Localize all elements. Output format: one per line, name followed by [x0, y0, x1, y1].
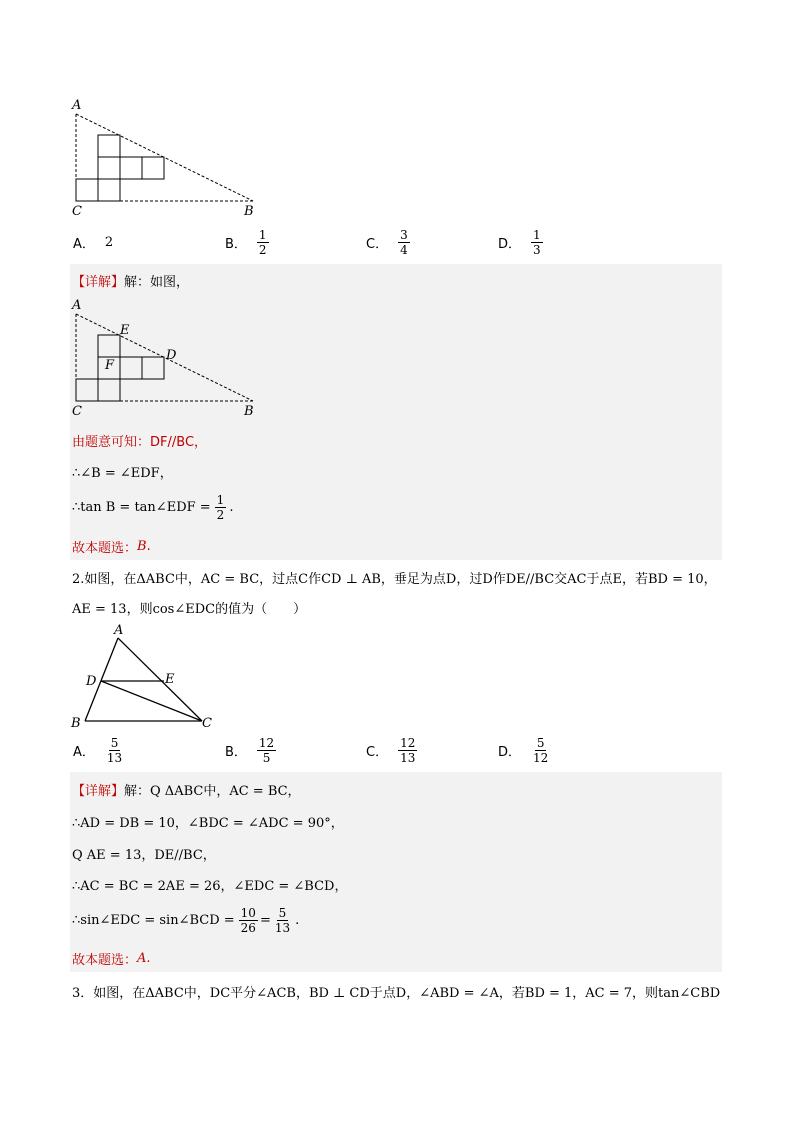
option-fraction: $\frac{5}{13}$: [106, 735, 123, 765]
option-fraction: $\frac{12}{5}$: [258, 735, 275, 765]
option-fraction: $\frac{1}{2}$: [258, 227, 267, 257]
solution-intro: 解：如图，: [124, 274, 190, 290]
fig1s-label-c: C: [72, 404, 82, 419]
solution-1-line-2: ∴∠B = ∠EDF，: [72, 465, 173, 481]
solution-1-line-1: 由题意可知：DF//BC，: [72, 434, 208, 450]
fraction: $\frac{10}{26}$: [240, 905, 256, 935]
fraction: $\frac{1}{2}$: [216, 492, 225, 522]
option-letter: D．: [498, 236, 522, 252]
solution-2-answer: 故本题选： A .: [72, 950, 151, 968]
fraction: $\frac{5}{13}$: [274, 905, 291, 935]
q2-option-d[interactable]: [498, 733, 550, 767]
q2-option-b[interactable]: [225, 733, 276, 767]
solution-2-line-2: ∴AD = DB = 10，∠BDC = ∠ADC = 90°，: [72, 815, 344, 831]
fig1-label-b: B: [244, 204, 254, 219]
option-fraction: $\frac{12}{13}$: [400, 735, 416, 765]
q1-option-a[interactable]: [73, 225, 113, 259]
q2-option-c[interactable]: [366, 733, 417, 767]
solution-2-line-1: 【详解】 解：Q ΔABC中，AC = BC，: [72, 779, 301, 799]
fig1-label-a: A: [72, 98, 82, 113]
option-letter: A．: [73, 744, 95, 760]
q1-option-b[interactable]: [225, 225, 269, 259]
figure-2: [66, 620, 226, 735]
figure-1: [66, 96, 266, 221]
question-3-line-1: 3．如图，在ΔABC中，DC平分∠ACB，BD ⊥ CD于点D，∠ABD = ∠A，若BD = 1，AC = 7，则tan∠CBD: [72, 986, 721, 1001]
q2-option-a[interactable]: [73, 733, 124, 767]
option-letter: B．: [225, 744, 247, 760]
option-letter: C．: [366, 744, 389, 760]
fig2-label-d: D: [86, 674, 97, 689]
solution-tag: 【详解】: [72, 783, 125, 799]
fig1s-label-e: E: [120, 323, 130, 338]
option-value: 2: [104, 234, 114, 250]
solution-1-header: [72, 270, 189, 290]
question-2-line-1: 2.如图，在ΔABC中，AC = BC，过点C作CD ⊥ AB，垂足为点D，过D作DE//BC交AC于点E，若BD = 10，: [72, 572, 717, 587]
figure-1-solution: [66, 296, 266, 421]
solution-1-answer: 故本题选： B .: [72, 538, 151, 556]
fig1s-label-a: A: [72, 298, 82, 313]
fig1s-label-b: B: [244, 404, 254, 419]
option-fraction: $\frac{5}{12}$: [533, 735, 549, 765]
solution-2-panel: [70, 772, 722, 972]
fig2-label-c: C: [202, 716, 212, 731]
fig1s-label-d: D: [166, 348, 177, 363]
fig2-label-b: B: [71, 716, 81, 731]
fig1-label-c: C: [72, 204, 82, 219]
option-letter: A．: [73, 236, 95, 252]
solution-2-line-3: Q AE = 13，DE//BC，: [72, 847, 216, 863]
fig2-label-a: A: [114, 623, 124, 638]
solution-1-line-3: ∴tan B = tan∠EDF = $\frac{1}{2}$ .: [72, 492, 234, 522]
fig2-label-e: E: [165, 672, 175, 687]
option-fraction: $\frac{3}{4}$: [400, 227, 408, 257]
option-letter: C．: [366, 236, 389, 252]
q1-option-d[interactable]: [498, 225, 543, 259]
solution-2-line-5: ∴sin∠EDC = sin∠BCD = $\frac{10}{26}$ = $\frac{5}{13}$ .: [72, 905, 300, 935]
solution-2-line-4: ∴AC = BC = 2AE = 26，∠EDC = ∠BCD，: [72, 878, 348, 894]
question-2-line-2: AE = 13，则cos∠EDC的值为（ ）: [72, 602, 307, 617]
solution-tag: 【详解】: [72, 274, 125, 290]
option-fraction: $\frac{1}{3}$: [533, 227, 541, 257]
option-letter: D．: [498, 744, 522, 760]
option-letter: B．: [225, 236, 247, 252]
q1-option-c[interactable]: [366, 225, 410, 259]
fig1s-label-f: F: [105, 358, 115, 373]
